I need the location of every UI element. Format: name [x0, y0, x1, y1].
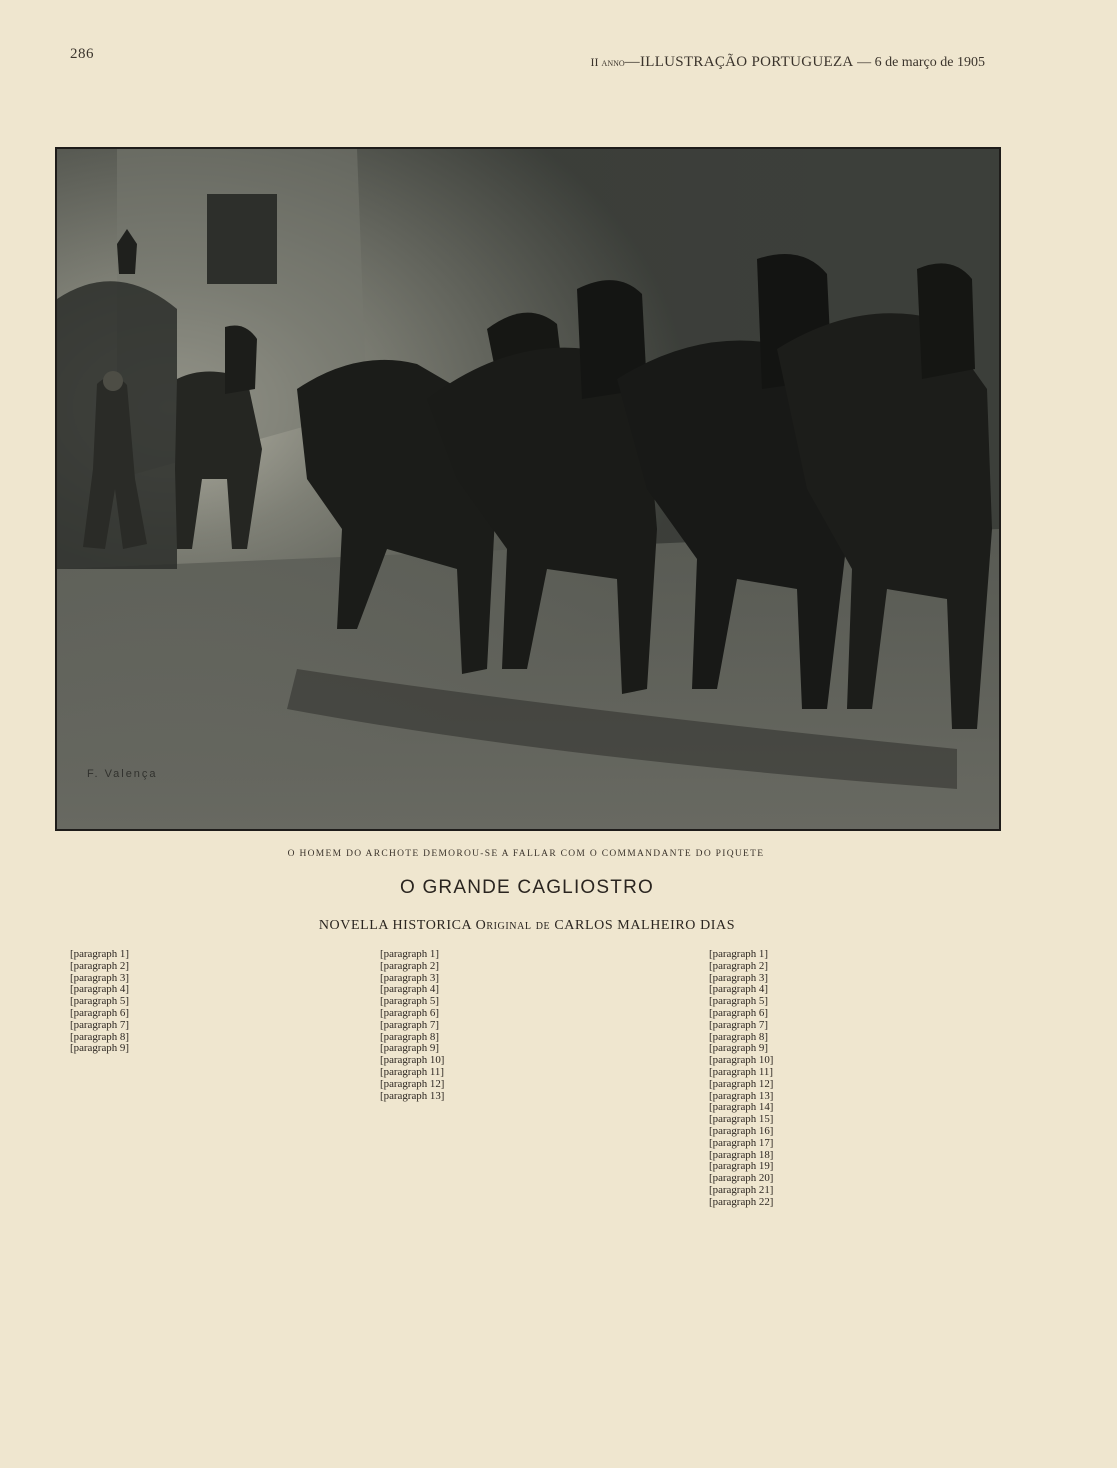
shuttered-window	[207, 194, 277, 284]
paragraph: [paragraph 21]	[709, 1183, 774, 1196]
paragraph: [paragraph 4]	[380, 983, 439, 996]
paragraph: [paragraph 4]	[70, 983, 129, 996]
paragraph: [paragraph 5]	[70, 995, 129, 1008]
paragraph: [paragraph 3]	[709, 971, 768, 984]
article-subtitle	[0, 918, 1054, 934]
paragraph: [paragraph 10]	[380, 1054, 445, 1067]
paragraph: [paragraph 7]	[70, 1018, 129, 1031]
paragraph: [paragraph 7]	[380, 1018, 439, 1031]
publication-name: —ILLUSTRAÇÃO PORTUGUEZA	[624, 54, 854, 70]
paragraph: [paragraph 9]	[709, 1042, 768, 1055]
paragraph: [paragraph 11]	[709, 1065, 773, 1078]
paragraph: [paragraph 18]	[709, 1148, 774, 1161]
paragraph: [paragraph 5]	[380, 995, 439, 1008]
paragraph: [paragraph 13]	[380, 1089, 445, 1102]
paragraph: [paragraph 14]	[709, 1101, 774, 1114]
subtitle-original: Original de	[475, 918, 551, 933]
illustration-caption: O HOMEM DO ARCHOTE DEMOROU-SE A FALLAR COM O COMMANDANTE DO PIQUETE	[287, 849, 765, 859]
page-number: 286	[70, 46, 94, 62]
paragraph: [paragraph 1]	[709, 948, 768, 960]
paragraph: [paragraph 20]	[709, 1172, 774, 1185]
paragraph: [paragraph 2]	[70, 959, 129, 972]
paragraph: [paragraph 3]	[380, 971, 439, 984]
paragraph: [paragraph 6]	[709, 1006, 768, 1019]
illustration-plate	[55, 147, 1001, 831]
paragraph: [paragraph 1]	[380, 948, 439, 960]
paragraph: [paragraph 1]	[70, 948, 129, 960]
artist-signature: F. Valença	[87, 768, 158, 780]
paragraph: [paragraph 22]	[709, 1195, 774, 1208]
year-label: II anno	[590, 55, 625, 69]
subtitle-author: CARLOS MALHEIRO DIAS	[550, 918, 736, 933]
paragraph: [paragraph 4]	[709, 983, 768, 996]
paragraph: [paragraph 16]	[709, 1124, 774, 1137]
paragraph: [paragraph 3]	[70, 971, 129, 984]
paragraph: [paragraph 6]	[70, 1006, 129, 1019]
night-scene-illustration	[57, 149, 999, 829]
text-column-2	[368, 949, 671, 1102]
paragraph: [paragraph 19]	[709, 1160, 774, 1173]
paragraph: [paragraph 2]	[709, 959, 768, 972]
text-column-1	[58, 949, 351, 1055]
paragraph: [paragraph 9]	[380, 1042, 439, 1055]
officer-rider	[225, 326, 257, 395]
subtitle-genre: NOVELLA HISTORICA	[318, 918, 476, 933]
article-title: O GRANDE CAGLIOSTRO	[399, 877, 654, 898]
text-column-3	[697, 949, 998, 1209]
paragraph: [paragraph 11]	[380, 1065, 444, 1078]
paragraph: [paragraph 8]	[380, 1030, 439, 1043]
paragraph: [paragraph 5]	[709, 995, 768, 1008]
issue-date: — 6 de março de 1905	[853, 55, 985, 70]
paragraph: [paragraph 8]	[70, 1030, 129, 1043]
paragraph: [paragraph 10]	[709, 1054, 774, 1067]
paragraph: [paragraph 9]	[70, 1042, 129, 1055]
paragraph: [paragraph 17]	[709, 1136, 774, 1149]
paragraph: [paragraph 6]	[380, 1006, 439, 1019]
paragraph: [paragraph 8]	[709, 1030, 768, 1043]
paragraph: [paragraph 7]	[709, 1018, 768, 1031]
paragraph: [paragraph 13]	[709, 1089, 774, 1102]
paragraph: [paragraph 2]	[380, 959, 439, 972]
running-header	[591, 54, 985, 71]
paragraph: [paragraph 12]	[709, 1077, 774, 1090]
paragraph: [paragraph 12]	[380, 1077, 445, 1090]
paragraph: [paragraph 15]	[709, 1113, 774, 1126]
